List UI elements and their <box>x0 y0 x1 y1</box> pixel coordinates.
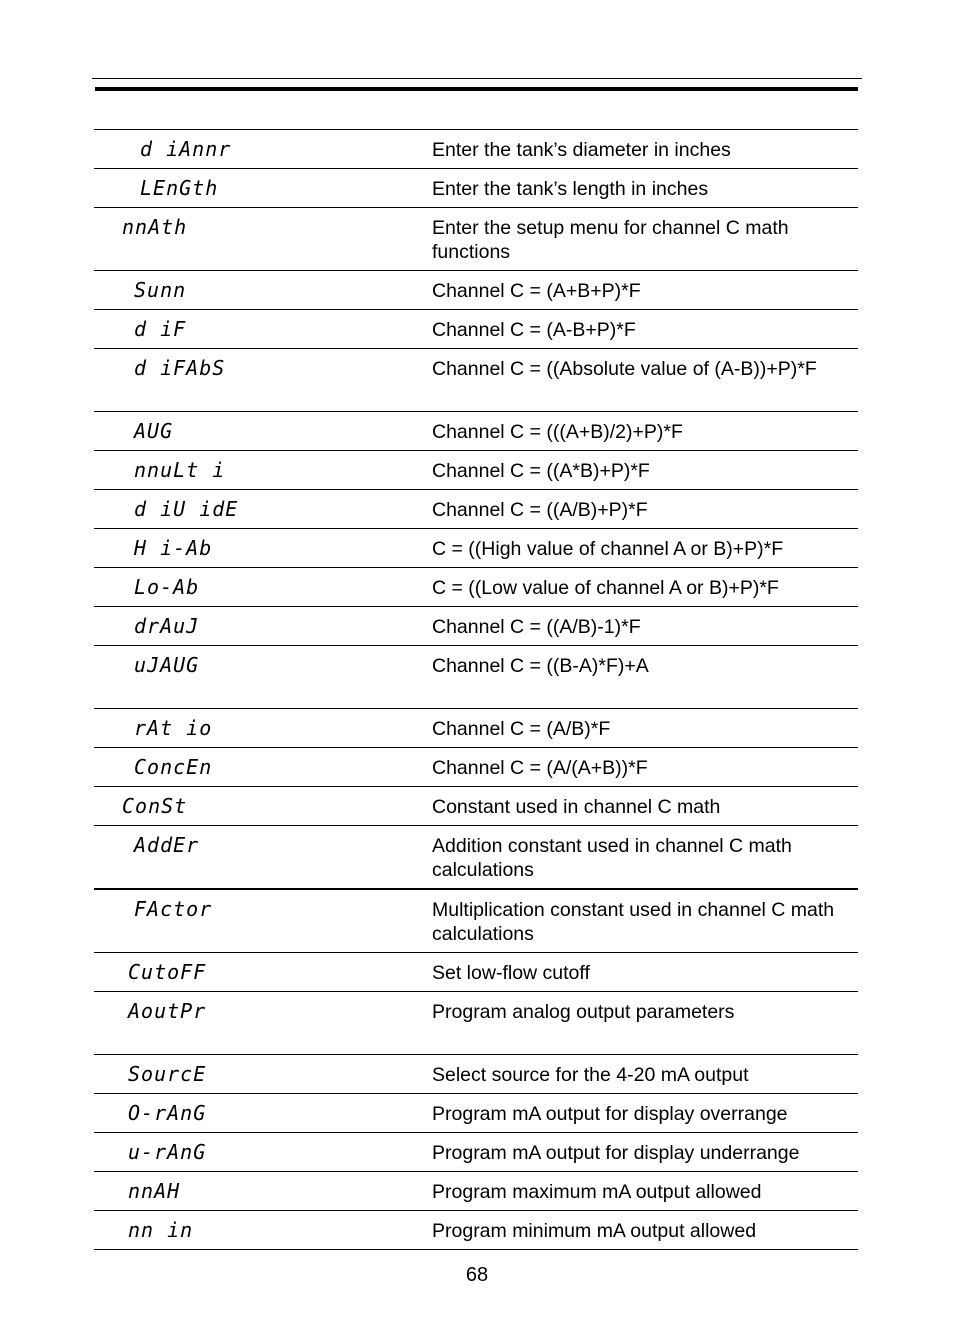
display-code: ConSt <box>122 794 188 818</box>
row-description: Program analog output parameters <box>432 1001 735 1023</box>
row-description: Channel C = (A-B+P)*F <box>432 319 636 341</box>
table-row <box>94 270 858 309</box>
row-description: Enter the setup menu for channel C math functions <box>432 217 789 263</box>
row-description: Constant used in channel C math <box>432 796 721 818</box>
row-description: Channel C = ((A/B)-1)*F <box>432 616 641 638</box>
header-rule-thin <box>92 78 862 79</box>
page-number: 68 <box>465 1264 489 1286</box>
table-row <box>94 606 858 645</box>
table-row <box>94 450 858 489</box>
row-description: C = ((High value of channel A or B)+P)*F <box>432 538 784 560</box>
table-row <box>94 825 858 888</box>
display-code: uJAUG <box>134 653 200 677</box>
table-row <box>94 888 858 952</box>
display-code: nnuLt i <box>134 458 226 482</box>
display-code: u-rAnG <box>128 1140 207 1164</box>
table-row <box>94 567 858 606</box>
display-code: nnAth <box>122 215 188 239</box>
row-description: Channel C = (A/B)*F <box>432 718 611 740</box>
display-code: d iAnnr <box>140 137 232 161</box>
table-row <box>94 411 858 450</box>
table-row <box>94 1054 858 1093</box>
row-description: Channel C = (A/(A+B))*F <box>432 757 648 779</box>
table-row <box>94 129 858 168</box>
row-description: Channel C = ((B-A)*F)+A <box>432 655 649 677</box>
table-row <box>94 168 858 207</box>
row-description: Program mA output for display underrange <box>432 1142 800 1164</box>
table-row <box>94 952 858 991</box>
table-row <box>94 645 858 708</box>
table-row <box>94 1093 858 1132</box>
display-code: Lo-Ab <box>134 575 200 599</box>
row-description: Channel C = (A+B+P)*F <box>432 280 641 302</box>
row-description: Channel C = ((Absolute value of (A-B))+P)*F <box>432 358 817 380</box>
row-description: Enter the tank’s diameter in inches <box>432 139 731 161</box>
row-description: Program minimum mA output allowed <box>432 1220 757 1242</box>
table-row <box>94 489 858 528</box>
header-rule-thick <box>95 87 858 91</box>
display-code: CutoFF <box>128 960 207 984</box>
display-code: SourcE <box>128 1062 207 1086</box>
row-description: Select source for the 4-20 mA output <box>432 1064 749 1086</box>
table-row <box>94 991 858 1054</box>
display-code: AUG <box>134 419 174 443</box>
row-description: Addition constant used in channel C math calculations <box>432 835 792 881</box>
row-description: Channel C = ((A/B)+P)*F <box>432 499 648 521</box>
table-row <box>94 348 858 411</box>
display-code: nn in <box>128 1218 194 1242</box>
row-description: Set low-flow cutoff <box>432 962 590 984</box>
display-code: LEnGth <box>140 176 219 200</box>
row-description: Channel C = ((A*B)+P)*F <box>432 460 650 482</box>
table-row <box>94 1210 858 1250</box>
row-description: C = ((Low value of channel A or B)+P)*F <box>432 577 779 599</box>
table-row <box>94 1132 858 1171</box>
display-code: d iU idE <box>134 497 239 521</box>
display-code: d iFAbS <box>134 356 226 380</box>
display-code: Sunn <box>134 278 187 302</box>
display-code: H i-Ab <box>134 536 213 560</box>
row-description: Program maximum mA output allowed <box>432 1181 762 1203</box>
table-row <box>94 207 858 270</box>
menu-table <box>94 129 858 1250</box>
table-row <box>94 708 858 747</box>
row-description: Channel C = (((A+B)/2)+P)*F <box>432 421 683 443</box>
table-row <box>94 1171 858 1210</box>
row-description: Program mA output for display overrange <box>432 1103 788 1125</box>
table-row <box>94 528 858 567</box>
display-code: drAuJ <box>134 614 200 638</box>
display-code: AoutPr <box>128 999 207 1023</box>
table-row <box>94 309 858 348</box>
display-code: d iF <box>134 317 187 341</box>
table-row <box>94 747 858 786</box>
table-row <box>94 786 858 825</box>
display-code: O-rAnG <box>128 1101 207 1125</box>
display-code: FActor <box>134 897 213 921</box>
display-code: rAt io <box>134 716 213 740</box>
display-code: nnAH <box>128 1179 181 1203</box>
display-code: ConcEn <box>134 755 213 779</box>
row-description: Multiplication constant used in channel C math calculations <box>432 899 835 945</box>
row-description: Enter the tank’s length in inches <box>432 178 709 200</box>
display-code: AddEr <box>134 833 200 857</box>
